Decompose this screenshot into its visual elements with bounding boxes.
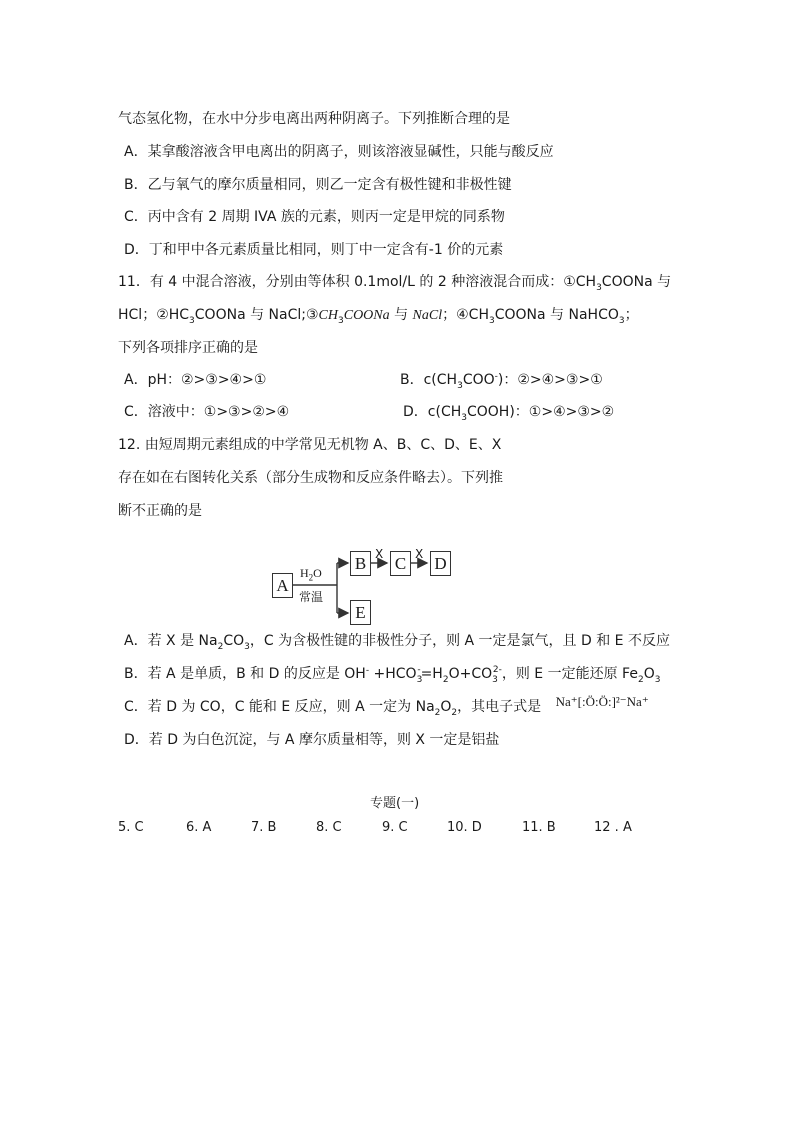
answer-9: 9. C <box>382 820 408 835</box>
answer-7: 7. B <box>251 820 277 835</box>
q11-stem-line3: 下列各项排序正确的是 <box>118 340 258 356</box>
q11-stem-line1: 11．有 4 中混合溶液，分别由等体积 0.1mol/L 的 2 种溶液混合而成：$①CH_3COONa$ 与 <box>118 274 672 293</box>
q12-a3: ，C 为含极性键的非极性分子，则 A 一定是氯气，且 D 和 E 不反应 <box>249 633 670 649</box>
answer-6: 6. A <box>186 820 212 835</box>
q12-b2: +HCO <box>369 666 417 682</box>
h2o-o: O <box>313 566 322 580</box>
h2o-h: H <box>300 566 309 580</box>
q10-option-d: D．丁和甲中各元素质量比相同，则丁中一定含有-1 价的元素 <box>124 242 504 258</box>
q10-option-c: C．丙中含有 2 周期 IVA 族的元素，则丙一定是甲烷的同系物 <box>124 209 505 225</box>
q11-s2g: ；④CH <box>442 307 489 323</box>
answers-title: 专题(一) <box>370 796 420 811</box>
q11-b1: B．c(CH <box>400 372 458 388</box>
q12-stem-line2: 存在如在右图转化关系（部分生成物和反应条件略去）。下列推 <box>118 470 503 486</box>
q11-option-d: D．$c(CH_3COOH)$：①>④>③>② <box>403 404 615 423</box>
label-h2o: $H_2O$ <box>300 566 322 583</box>
answer-5: 5. C <box>118 820 144 835</box>
q12-c1: C．若 D 为 CO，C 能和 E 反应，则 A 一定为 Na <box>124 699 435 715</box>
q11-option-a: A．pH：②>③>④>① <box>124 372 267 388</box>
box-a: A <box>272 573 293 598</box>
box-c: C <box>390 551 411 576</box>
q11-option-c: C．溶液中：①>③>②>④ <box>124 404 290 420</box>
q12-option-b: B．若 A 是单质，B 和 D 的反应是 $OH^- +HCO_3^-=H_2O+CO_3^{2-}$，则 E 一定能还原 $Fe_2O_3$ <box>124 665 661 685</box>
label-condition: 常温 <box>299 590 324 604</box>
answer-12: 12 . A <box>594 820 632 835</box>
q10-option-a: A．某拿酸溶液含甲电离出的阴离子，则该溶液显碱性，只能与酸反应 <box>124 144 554 160</box>
q12-option-d: D．若 D 为白色沉淀，与 A 摩尔质量相等，则 X 一定是铝盐 <box>124 732 500 748</box>
q11-stem1: 11．有 4 中混合溶液，分别由等体积 0.1mol/L 的 2 种溶液混合而成：①CH <box>118 274 597 290</box>
q12-c2: O <box>440 699 452 715</box>
q12-b4: O+CO <box>448 666 493 682</box>
q11-s2b: COONa 与 NaCl;③ <box>194 307 319 323</box>
q11-s2f: NaCl <box>412 308 443 323</box>
answer-8: 8. C <box>316 820 342 835</box>
label-x1: X <box>375 547 384 561</box>
q11-s2d: COONa <box>343 308 390 323</box>
q11-d2: COOH)：①>④>③>② <box>466 404 615 420</box>
q12-a2: CO <box>223 633 245 649</box>
box-b: B <box>350 551 371 576</box>
answer-10: 10. D <box>447 820 482 835</box>
q12-stem-line3: 断不正确的是 <box>118 503 202 519</box>
box-d: D <box>430 551 451 576</box>
box-e: E <box>350 600 371 625</box>
reaction-diagram <box>270 540 460 630</box>
sodium-peroxide-electron-formula: Na⁺[:Ö:Ö:]²⁻Na⁺ <box>555 694 649 709</box>
q12-stem-line1: 12. 由短周期元素组成的中学常见无机物 A、B、C、D、E、X <box>118 437 502 453</box>
q11-stem1b: COONa 与 <box>601 274 672 290</box>
q11-option-b: B．$c(CH_3COO^-)$：②>④>③>① <box>400 371 603 391</box>
q12-option-a: A．若 X 是 $Na_2CO_3$，C 为含极性键的非极性分子，则 A 一定是氯气，且 D 和 E 不反应 <box>124 633 670 652</box>
q11-s2i: ； <box>624 307 639 323</box>
intro-text: 气态氢化物，在水中分步电离出两种阴离子。下列推断合理的是 <box>118 111 510 127</box>
q11-stem-line2: HCl；$②HC_3COONa$ 与 $NaCl;③CH_3COONa$ 与 NaCl；$④CH_3COONa$ 与 NaHCO$_3$； <box>118 307 639 326</box>
q11-d1: D．c(CH <box>403 404 462 420</box>
label-x2: X <box>415 547 424 561</box>
q11-s2c: CH <box>318 308 338 323</box>
q10-option-b: B．乙与氧气的摩尔质量相同，则乙一定含有极性键和非极性键 <box>124 177 512 193</box>
q11-s2a: HCl；②HC <box>118 307 190 323</box>
q11-s2h: COONa 与 NaHCO <box>494 307 619 323</box>
q11-s2e: 与 <box>389 307 413 323</box>
q12-option-c: C．若 D 为 CO，C 能和 E 反应，则 A 一定为 $Na_2O_2$，其电子式是 Na⁺[:Ö:Ö:]²⁻Na⁺ <box>124 694 649 718</box>
q12-c3: ，其电子式是 <box>457 699 542 715</box>
q12-b5: ，则 E 一定能还原 Fe <box>501 666 638 682</box>
answer-11: 11. B <box>522 820 556 835</box>
q11-b3: )：②>④>③>① <box>497 372 603 388</box>
q11-b2: COO <box>462 372 495 388</box>
q12-a1: A．若 X 是 Na <box>124 633 218 649</box>
q12-b3: =H <box>420 666 443 682</box>
q12-b6: O <box>643 666 655 682</box>
q12-b1: B．若 A 是单质，B 和 D 的反应是 OH <box>124 666 366 682</box>
